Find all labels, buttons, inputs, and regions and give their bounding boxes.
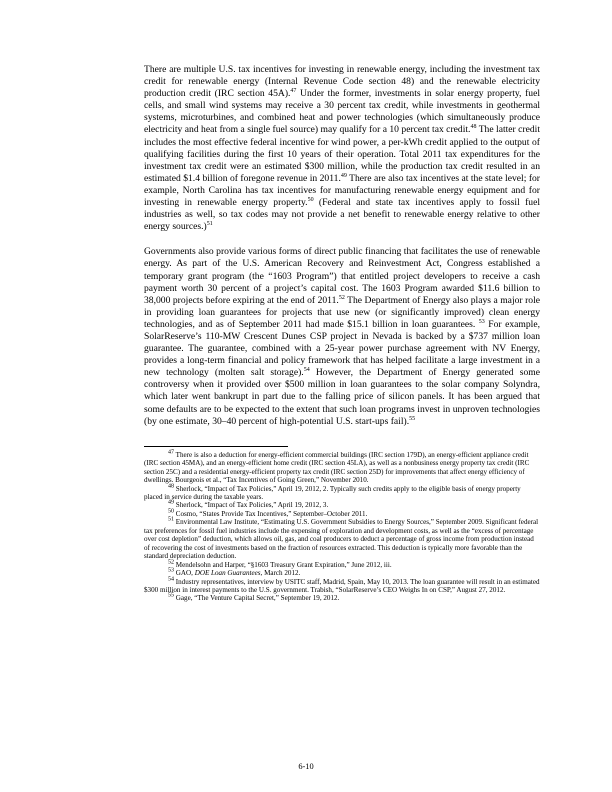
footnote-text: GAO, [174,569,195,578]
body-paragraph-public-financing [144,246,540,427]
footnote-text: Sherlock, “Impact of Tax Policies,” April 19, 2012, 2. Typically such credits apply to the eligible basis of energy property placed in service during the taxable years. [144,484,521,501]
text-run: There are multiple U.S. tax incentives for investing in renewable energy, including the investment tax credit for renewable energy (Internal Revenue Code section 48) and the renewable electricity production credit (IRC section 45A). [144,64,540,100]
footnote-number: 48 [168,483,174,490]
footnote-number: 53 [168,567,174,574]
footnote-ref-47[interactable]: 47 [290,88,297,94]
footnote-ref-49[interactable]: 49 [340,172,347,179]
text-run: The latter credit includes the most effective federal incentive for wind power, a per-kWh credit applied to the output of qualifying facilities during the first 10 years of their operation. Total 2011 tax expenditures for the investment tax credit were an estimated $300 million, while the production tax credit resulted in an estimated $1.4 billion of foregone revenue in 2011. [144,124,540,184]
page-content [144,64,540,603]
footnote-ref-52[interactable]: 52 [338,294,345,301]
footnote-ref-50[interactable]: 50 [307,196,314,203]
footnotes [144,451,540,603]
footnote-text: There is also a deduction for energy-efficient commercial buildings (IRC section 179D), an energy-efficient appliance credit (IRC section 45MA), and an energy-efficient home credit (IRC section 45LA), as well as a nonbusiness energy property tax credit (IRC section 25C) and a residential energy-efficient property tax credit (IRC section 25D) for improvements that affect energy efficiency of dwellings. Bourgeois et al., “Tax Incentives of Going Green,” November 2010. [144,450,530,485]
footnote-number: 50 [168,508,174,515]
footnote-53 [144,569,540,577]
footnote-title-italic: DOE Loan Guarantees [194,569,261,578]
footnote-number: 52 [168,559,174,566]
footnote-52 [144,561,540,569]
footnote-number: 54 [168,576,174,583]
footnote-ref-48[interactable]: 48 [470,124,477,131]
footnote-text: Mendelsohn and Harper, “§1603 Treasury Grant Expiration,” June 2012, iii. [174,560,392,569]
footnote-text: Gage, “The Venture Capital Secret,” September 19, 2012. [174,594,340,603]
footnote-text: Environmental Law Institute, “Estimating U.S. Government Subsidies to Energy Sources,” September 2009. Significant federal tax preferences for fossil fuel industries include the expensing of exploration and development costs, as well as the “excess of percentage over cost depletion” deduction, which allows oil, gas, and coal producers to deduct a percentage of gross income from production instead of recovering the cost of investments based on the fraction of resources extracted. This deduction is typically more favorable than the standard depreciation deduction. [144,518,539,561]
text-run: There are also tax incentives at the state level; for example, North Carolina has tax incentives for manufacturing renewable energy equipment and for investing in renewable energy property. [144,172,540,209]
footnote-number: 47 [168,449,174,456]
footnote-48 [144,485,540,502]
footnote-number: 49 [168,500,174,507]
footnote-54 [144,578,540,595]
text-run: For example, SolarReserve’s 110-MW Crescent Dunes CSP project in Nevada is backed by a $737 million loan guarantee. The guarantee, combined with a 25-year power purchase agreement with NV Energy, provides a long-term financial and policy framework that has helped facilitate a large investment in a new technology (molten salt storage). [144,318,540,379]
body-paragraph-tax-incentives [144,64,540,233]
footnote-separator [144,446,288,447]
footnote-text: , March 2012. [260,569,301,578]
footnote-ref-55[interactable]: 55 [409,415,416,422]
footnote-ref-53[interactable]: 53 [478,318,485,325]
footnote-55 [144,594,540,602]
text-run: Under the former, investments in solar energy property, fuel cells, and small wind systems may receive a 30 percent tax credit, while investments in geothermal systems, microturbines, and combined heat and power technologies (which simultaneously produce electricity and heat from a single fuel source) may qualify for a 10 percent tax credit. [144,88,540,136]
text-run: However, the Department of Energy generated some controversy when it provided over $500 million in loan guarantees to the solar company Solyndra, which later went bankrupt in part due to the falling price of silicon panels. It has been argued that some defaults are to be expected to the extent that such loan programs invest in unproven technologies (by one estimate, 30–40 percent of high-potential U.S. start-ups fail). [144,367,540,427]
footnote-ref-54[interactable]: 54 [303,367,310,374]
text-run: Governments also provide various forms of direct public financing that facilitates the use of renewable energy. As part of the U.S. American Recovery and Reinvestment Act, Congress established a temporary grant program (the “1603 Program”) that entitled project developers to receive a cash payment worth 30 percent of a project’s capital cost. The 1603 Program awarded $11.6 billion to 38,000 projects before expiring at the end of 2011. [144,246,540,306]
footnote-ref-51[interactable]: 51 [206,221,213,228]
page-number: 6-10 [298,762,314,771]
footnote-number: 51 [168,516,174,523]
footnote-number: 55 [168,593,174,600]
footnote-51 [144,518,540,560]
text-run: (Federal and state tax incentives apply to fossil fuel industries as well, so tax codes may not provide a net benefit to renewable energy relative to other energy sources.) [144,197,540,233]
footnote-text: Sherlock, “Impact of Tax Policies,” April 19, 2012, 3. [174,501,329,510]
footnote-49 [144,501,540,509]
footnote-text: Industry representatives, interview by USITC staff, Madrid, Spain, May 10, 2013. The loan guarantee will result in an estimated $300 million in interest payments to the U.S. government. Trabish, “SolarReserve’s CEO Weighs In on CSP,” August 27, 2012. [144,577,540,594]
footnote-text: Cosmo, “States Provide Tax Incentives,” September–October 2011. [174,509,368,518]
text-run: The Department of Energy also plays a major role in providing loan guarantees for projects that use new (or significantly improved) clean energy technologies, and as of September 2011 had made $15.1 billion in loan guarantees. [144,294,540,330]
footnote-47 [144,451,540,485]
